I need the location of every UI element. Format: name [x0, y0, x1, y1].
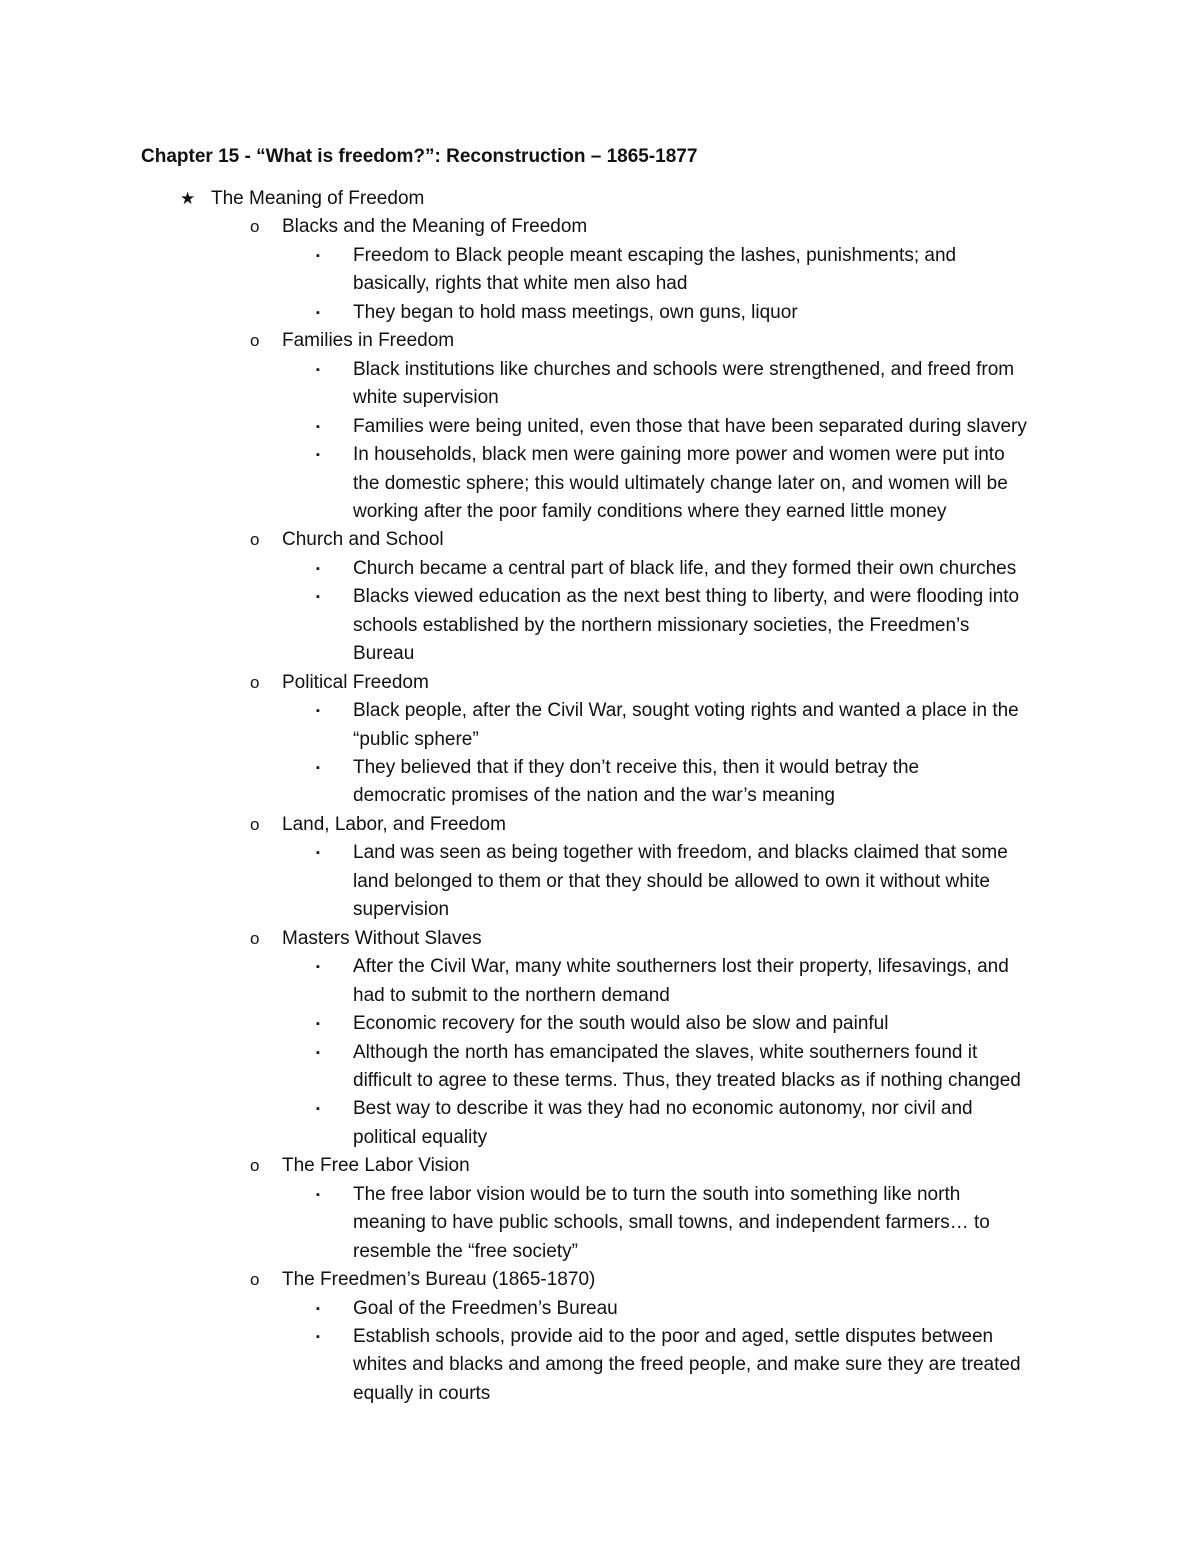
- bullet-text-line: white supervision: [353, 387, 499, 409]
- square-bullet-icon: ▪: [316, 249, 320, 262]
- square-bullet-icon: ▪: [316, 705, 320, 718]
- star-bullet-icon: ★: [180, 189, 196, 208]
- circle-bullet-icon: o: [250, 928, 260, 948]
- square-bullet-icon: ▪: [316, 847, 320, 860]
- circle-bullet-icon: o: [250, 530, 260, 550]
- bullet-text-line: Black institutions like churches and schools were strengthened, and freed from: [353, 358, 1015, 380]
- bullet-text-line: supervision: [353, 899, 450, 921]
- bullet-text-line: Blacks viewed education as the next best thing to liberty, and were flooding into: [353, 586, 1020, 608]
- subsection-heading: The Free Labor Vision: [282, 1155, 470, 1177]
- square-bullet-icon: ▪: [316, 1103, 320, 1116]
- section-heading: The Meaning of Freedom: [211, 188, 425, 209]
- bullet-text-line: Although the north has emancipated the slaves, white southerners found it: [353, 1041, 978, 1063]
- bullet-text-line: democratic promises of the nation and the war’s meaning: [353, 785, 835, 807]
- bullet-text-line: Goal of the Freedmen’s Bureau: [353, 1297, 618, 1319]
- circle-bullet-icon: o: [250, 814, 260, 834]
- subsection-heading: Land, Labor, and Freedom: [282, 813, 506, 835]
- circle-bullet-icon: o: [250, 217, 260, 237]
- bullet-text-line: the domestic sphere; this would ultimately change later on, and women will be: [353, 472, 1008, 494]
- circle-bullet-icon: o: [250, 331, 260, 351]
- page-title: Chapter 15 - “What is freedom?”: Reconstruction – 1865-1877: [141, 146, 698, 167]
- bullet-text-line: Establish schools, provide aid to the poor and aged, settle disputes between: [353, 1326, 994, 1347]
- subsection-heading: Political Freedom: [282, 671, 429, 693]
- bullet-text-line: Church became a central part of black life, and they formed their own churches: [353, 557, 1017, 579]
- square-bullet-icon: ▪: [316, 1188, 320, 1201]
- bullet-text-line: They believed that if they don’t receive this, then it would betray the: [353, 757, 920, 778]
- bullet-text-line: had to submit to the northern demand: [353, 984, 670, 1006]
- circle-bullet-icon: o: [250, 1156, 260, 1176]
- bullet-text-line: Land was seen as being together with freedom, and blacks claimed that some: [353, 842, 1008, 864]
- subsection-heading: The Freedmen’s Bureau (1865-1870): [282, 1269, 596, 1291]
- square-bullet-icon: ▪: [316, 1046, 320, 1059]
- subsection-heading: Church and School: [282, 529, 444, 551]
- square-bullet-icon: ▪: [316, 449, 320, 462]
- bullet-text-line: Black people, after the Civil War, sought voting rights and wanted a place in the: [353, 700, 1019, 722]
- square-bullet-icon: ▪: [316, 591, 320, 604]
- circle-bullet-icon: o: [250, 672, 260, 692]
- bullet-text-line: basically, rights that white men also had: [353, 273, 688, 295]
- square-bullet-icon: ▪: [316, 420, 320, 433]
- bullet-text-line: Bureau: [353, 643, 415, 665]
- bullet-text-line: “public sphere”: [353, 728, 479, 750]
- bullet-text-line: resemble the “free society”: [353, 1240, 578, 1262]
- bullet-text-line: difficult to agree to these terms. Thus, they treated blacks as if nothing changed: [353, 1069, 1021, 1091]
- bullet-text-line: The free labor vision would be to turn the south into something like north: [353, 1183, 961, 1205]
- square-bullet-icon: ▪: [316, 762, 320, 774]
- bullet-text-line: In households, black men were gaining more power and women were put into: [353, 444, 1005, 466]
- square-bullet-icon: ▪: [316, 1302, 320, 1315]
- bullet-text-line: They began to hold mass meetings, own guns, liquor: [353, 301, 798, 323]
- bullet-text-line: political equality: [353, 1126, 488, 1148]
- bullet-text-line: working after the poor family conditions where they earned little money: [353, 500, 947, 522]
- subsection-heading: Blacks and the Meaning of Freedom: [282, 216, 588, 238]
- bullet-text-line: equally in courts: [353, 1382, 491, 1404]
- square-bullet-icon: ▪: [316, 363, 320, 376]
- bullet-text-line: schools established by the northern missionary societies, the Freedmen’s: [353, 614, 970, 636]
- bullet-text-line: Best way to describe it was they had no economic autonomy, nor civil and: [353, 1098, 973, 1120]
- bullet-text-line: whites and blacks and among the freed people, and make sure they are treated: [353, 1354, 1021, 1376]
- bullet-text-line: meaning to have public schools, small towns, and independent farmers… to: [353, 1212, 990, 1234]
- square-bullet-icon: ▪: [316, 1331, 320, 1343]
- bullet-text-line: Freedom to Black people meant escaping the lashes, punishments; and: [353, 244, 957, 266]
- bullet-text-line: After the Civil War, many white southerners lost their property, lifesavings, and: [353, 956, 1009, 978]
- square-bullet-icon: ▪: [316, 562, 320, 575]
- bullet-text-line: Families were being united, even those that have been separated during slavery: [353, 415, 1027, 437]
- circle-bullet-icon: o: [250, 1270, 260, 1290]
- subsection-heading: Families in Freedom: [282, 330, 455, 352]
- bullet-text-line: Economic recovery for the south would also be slow and painful: [353, 1013, 889, 1035]
- square-bullet-icon: ▪: [316, 961, 320, 974]
- square-bullet-icon: ▪: [316, 1018, 320, 1031]
- subsection-heading: Masters Without Slaves: [282, 927, 482, 949]
- bullet-text-line: land belonged to them or that they should be allowed to own it without white: [353, 870, 990, 892]
- square-bullet-icon: ▪: [316, 306, 320, 319]
